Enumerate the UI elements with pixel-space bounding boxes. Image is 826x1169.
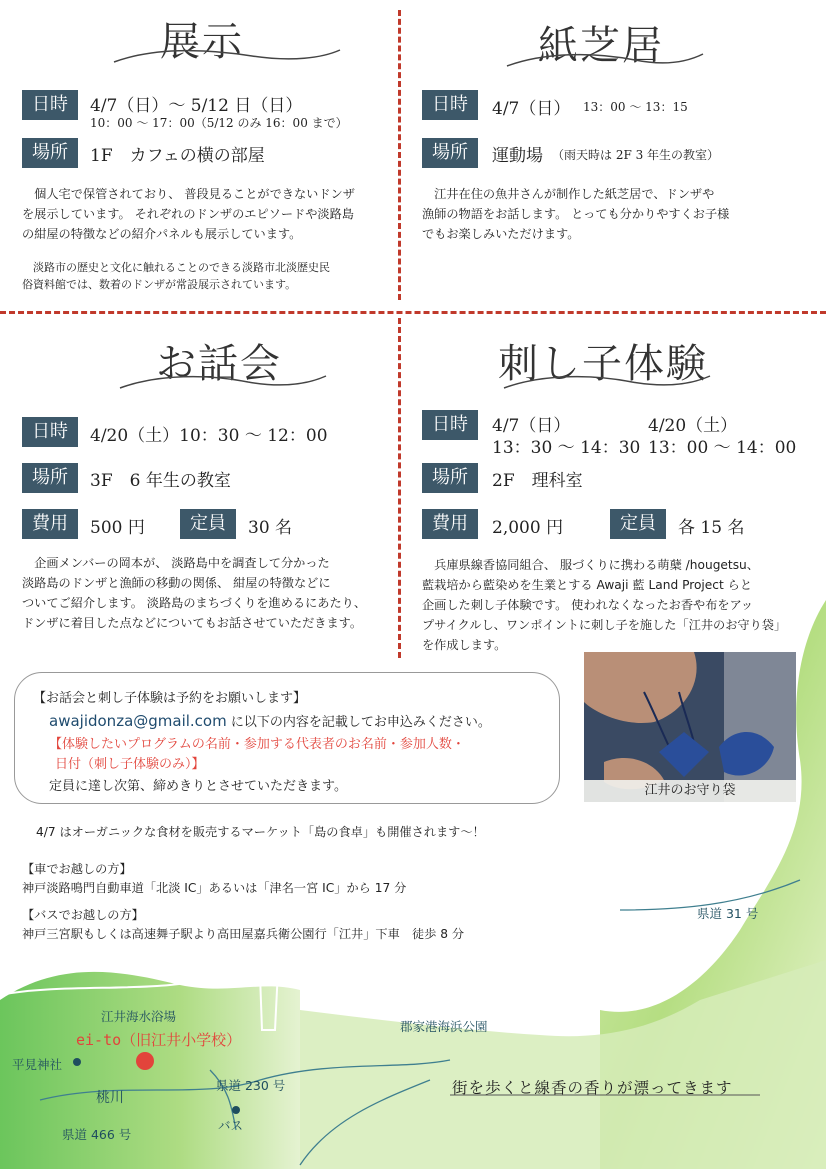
sashiko-capacity-value: 各 15 名 bbox=[678, 518, 745, 538]
talk-capacity-label: 定員 bbox=[180, 509, 236, 539]
talk-date-label: 日時 bbox=[22, 417, 78, 447]
car-heading: 【車でお越しの方】 bbox=[22, 862, 132, 876]
exhibit-date-label: 日時 bbox=[22, 90, 78, 120]
sashiko-date2: 4/20（土） bbox=[648, 416, 738, 436]
shrine-marker-icon bbox=[73, 1058, 81, 1066]
map-beach: 江井海水浴場 bbox=[101, 1009, 177, 1024]
sashiko-date1: 4/7（日） bbox=[492, 416, 571, 436]
map-route-31: 県道 31 号 bbox=[697, 906, 759, 921]
vertical-divider-top bbox=[398, 10, 401, 300]
talk-body: 企画メンバーの岡本が、 淡路島中を調査して分かった 淡路島のドンザと漁師の移動の関係、 紺屋の特徴などに ついてご紹介します。 淡路島のまちづくりを進めるにあたり、 ドンザに着目した点などについてもお話させていただきます。 bbox=[22, 556, 367, 630]
exhibit-place-value: 1F カフェの横の部屋 bbox=[90, 146, 265, 166]
kamishibai-place-value: 運動場 bbox=[492, 146, 543, 166]
reservation-heading: 【お話会と刺し子体験は予約をお願いします】 bbox=[33, 691, 307, 706]
exhibit-body: 個人宅で保管されており、 普段見ることができないドンザ を展示しています。 それぞれのドンザのエピソードや淡路島 の紺屋の特徴などの紹介パネルも展示しています。 bbox=[22, 187, 355, 241]
reservation-items-line2: 日付（刺し子体験のみ）】 bbox=[55, 757, 205, 772]
sashiko-place-value: 2F 理科室 bbox=[492, 471, 583, 491]
kamishibai-title: 紙芝居 bbox=[538, 23, 664, 69]
sashiko-capacity-label: 定員 bbox=[610, 509, 666, 539]
reservation-box bbox=[14, 672, 560, 804]
map-route-230: 県道 230 号 bbox=[216, 1078, 286, 1093]
vertical-divider-bottom bbox=[398, 318, 401, 658]
map-route-466: 県道 466 号 bbox=[62, 1127, 132, 1142]
sashiko-title-swoosh bbox=[502, 366, 712, 396]
talk-fee-value: 500 円 bbox=[90, 518, 145, 538]
map-park: 郡家港海浜公園 bbox=[400, 1019, 488, 1034]
kamishibai-date-label: 日時 bbox=[422, 90, 478, 120]
car-text: 神戸淡路鳴門自動車道「北淡 IC」あるいは「津名一宮 IC」から 17 分 bbox=[22, 881, 407, 895]
kamishibai-place-label: 場所 bbox=[422, 138, 478, 168]
exhibit-title-swoosh bbox=[112, 40, 342, 70]
kamishibai-title-swoosh bbox=[505, 44, 705, 74]
map-shrine: 平見神社 bbox=[12, 1057, 63, 1072]
exhibit-note: 淡路市の歴史と文化に触れることのできる淡路市北淡歴史民 俗資料館では、数着のドンザが常設展示されています。 bbox=[22, 261, 330, 291]
venue-marker-icon bbox=[136, 1052, 154, 1070]
reservation-contact bbox=[49, 711, 491, 730]
sashiko-time1: 13：30 ～ 14：30 bbox=[492, 438, 641, 458]
map-bus: バス bbox=[218, 1118, 244, 1133]
talk-title: お話会 bbox=[156, 341, 282, 387]
sashiko-time2: 13：00 ～ 14：00 bbox=[648, 438, 797, 458]
sashiko-body: 兵庫県線香協同組合、 服づくりに携わる萌蘖 /hougetsu、 藍栽培から藍染めを生業とする Awaji 藍 Land Project らと 企画した刺し子体験です。 使われなくなったお香や布をアッ プサイクルし、ワンポイントに刺し子を施した「江井のお守り袋」 を作成します。 bbox=[422, 558, 787, 652]
omamori-photo bbox=[584, 652, 796, 802]
exhibit-title: 展示 bbox=[160, 19, 244, 65]
exhibit-time-value: 10：00 ～ 17：00（5/12 のみ 16：00 まで） bbox=[90, 116, 348, 130]
bus-stop-icon bbox=[232, 1106, 240, 1114]
talk-date-value: 4/20（土）10：30 ～ 12：00 bbox=[90, 426, 328, 446]
kamishibai-place-note: （雨天時は 2F 3 年生の教室） bbox=[552, 148, 720, 162]
reservation-items-line1: 【体験したいプログラムの名前・参加する代表者のお名前・参加人数・ bbox=[49, 737, 465, 752]
market-note: 4/7 はオーガニックな食材を販売するマーケット「島の食卓」も開催されます～！ bbox=[36, 825, 485, 839]
sashiko-fee-label: 費用 bbox=[422, 509, 478, 539]
talk-fee-label: 費用 bbox=[22, 509, 78, 539]
talk-place-value: 3F 6 年生の教室 bbox=[90, 471, 231, 491]
horizontal-divider bbox=[0, 311, 826, 314]
bus-text: 神戸三宮駅もしくは高速舞子駅より高田屋嘉兵衛公園行「江井」下車 徒歩 8 分 bbox=[22, 927, 465, 941]
kamishibai-time-value: 13：00 ～ 13：15 bbox=[583, 100, 688, 114]
talk-capacity-value: 30 名 bbox=[248, 518, 293, 538]
reservation-email-link[interactable]: awajidonza@gmail.com bbox=[49, 712, 227, 730]
map-venue-label: ei-to（旧江井小学校） bbox=[76, 1031, 242, 1049]
reservation-email-suffix: に以下の内容を記載してお申込みください。 bbox=[226, 715, 491, 730]
talk-title-swoosh bbox=[118, 366, 328, 396]
kamishibai-body: 江井在住の魚井さんが制作した紙芝居で、ドンザや 漁師の物語をお話します。 とっても分かりやすくお子様 でもお楽しみいただけます。 bbox=[422, 187, 730, 241]
sashiko-title: 刺し子体験 bbox=[498, 341, 708, 387]
reservation-closing: 定員に達し次第、締めきりとさせていただきます。 bbox=[49, 779, 347, 794]
sashiko-place-label: 場所 bbox=[422, 463, 478, 493]
map-momokawa: 桃川 bbox=[96, 1090, 124, 1106]
bus-heading: 【バスでお越しの方】 bbox=[22, 908, 144, 922]
talk-place-label: 場所 bbox=[22, 463, 78, 493]
tagline: 街を歩くと線香の香りが漂ってきます bbox=[452, 1079, 733, 1097]
sashiko-fee-value: 2,000 円 bbox=[492, 518, 564, 538]
omamori-photo-caption: 江井のお守り袋 bbox=[584, 780, 796, 802]
kamishibai-date-value: 4/7（日） bbox=[492, 99, 571, 119]
exhibit-place-label: 場所 bbox=[22, 138, 78, 168]
sashiko-date-label: 日時 bbox=[422, 410, 478, 440]
exhibit-date-value: 4/7（日）～ 5/12 日（日） bbox=[90, 96, 303, 116]
